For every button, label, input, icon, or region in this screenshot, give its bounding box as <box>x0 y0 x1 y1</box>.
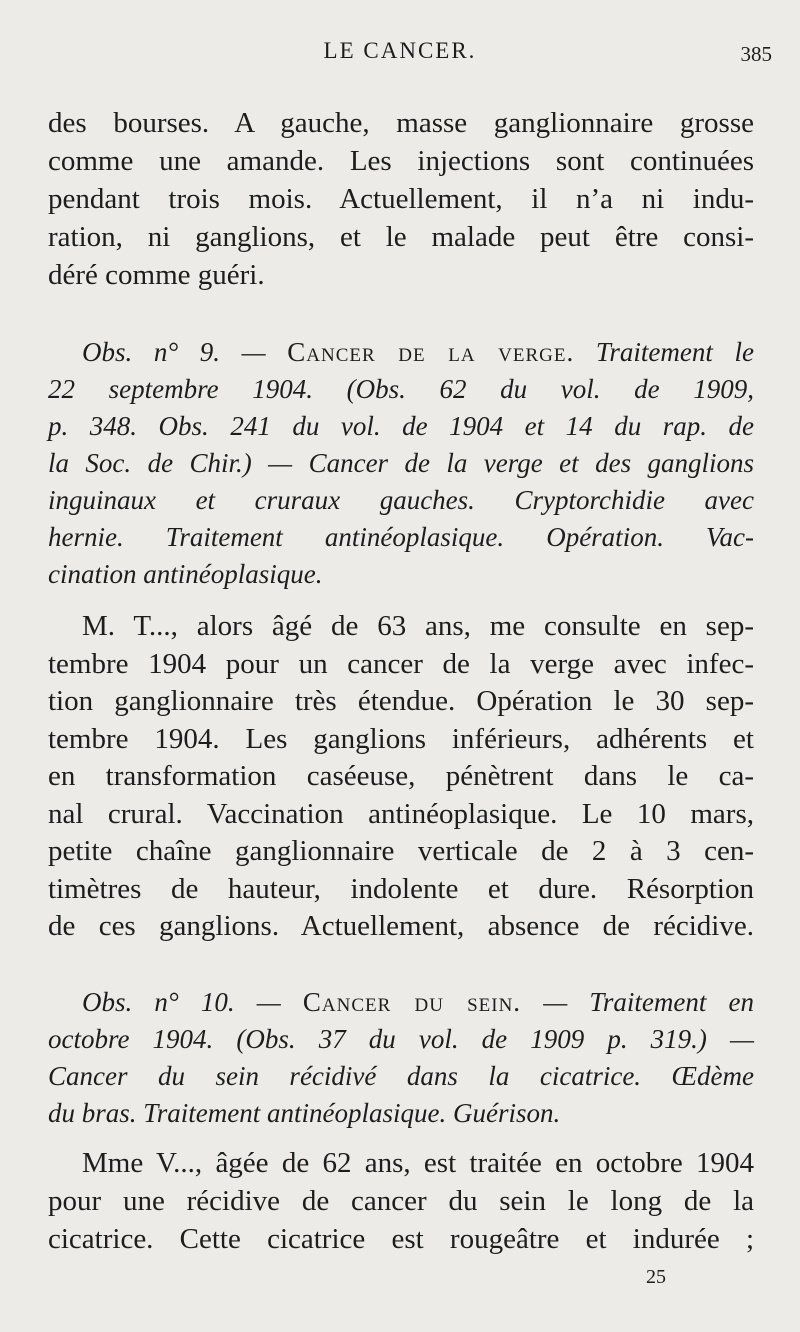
obs-heading-first-line <box>48 984 754 1021</box>
text-line: en transformation caséeuse, pénètrent dans le ca- <box>48 760 754 792</box>
text-line: p. 348. Obs. 241 du vol. de 1904 et 14 du rap. de <box>48 411 754 441</box>
text-line: hernie. Traitement antinéoplasique. Opération. Vac- <box>48 522 754 552</box>
paragraph-continuation <box>48 104 754 294</box>
text-line: tion ganglionnaire très étendue. Opération le 30 sep- <box>48 685 754 717</box>
text-line: petite chaîne ganglionnaire verticale de 2 à 3 cen- <box>48 835 754 867</box>
page-number: 385 <box>740 42 772 66</box>
obs-heading-first-line <box>48 334 754 371</box>
text-line: 22 septembre 1904. (Obs. 62 du vol. de 1909, <box>48 374 754 404</box>
text-line: cination antinéoplasique. <box>48 559 323 589</box>
obs-subject: Cancer de la verge. <box>287 337 575 367</box>
text-line: Cancer du sein récidivé dans la cicatrice. Œdème <box>48 1061 754 1091</box>
text-line: ration, ni ganglions, et le malade peut être consi- <box>48 221 754 253</box>
text-line: cicatrice. Cette cicatrice est rougeâtre et indurée ; <box>48 1223 754 1255</box>
paragraph-obs-10 <box>48 1144 754 1258</box>
text-line: pour une récidive de cancer du sein le long de la <box>48 1185 754 1217</box>
observation-9-heading <box>48 334 754 593</box>
observation-10-heading <box>48 984 754 1132</box>
text-line: Mme V..., âgée de 62 ans, est traitée en octobre 1904 <box>82 1147 754 1179</box>
text-line: comme une amande. Les injections sont continuées <box>48 145 754 177</box>
obs-subject: Cancer du sein. <box>302 987 522 1017</box>
obs-number: Obs. n° 10. — <box>82 987 303 1017</box>
text-line: M. T..., alors âgé de 63 ans, me consulte en sep- <box>82 610 754 642</box>
text-line: pendant trois mois. Actuellement, il n’a ni indu- <box>48 183 754 215</box>
text-line: de ces ganglions. Actuellement, absence de récidive. <box>48 910 754 942</box>
text-line: des bourses. A gauche, masse ganglionnaire grosse <box>48 107 754 139</box>
text-line: tembre 1904. Les ganglions inférieurs, adhérents et <box>48 722 754 755</box>
printer-signature: 25 <box>646 1266 666 1288</box>
text-line: octobre 1904. (Obs. 37 du vol. de 1909 p. 319.) — <box>48 1024 754 1054</box>
text-line: la Soc. de Chir.) — Cancer de la verge et des ganglions <box>48 448 754 478</box>
paragraph-obs-9 <box>48 608 754 946</box>
running-title: LE CANCER. <box>323 38 477 63</box>
obs-number: Obs. n° 9. — <box>82 337 288 367</box>
obs-treatment: Traitement le <box>574 337 754 367</box>
text-line: du bras. Traitement antinéoplasique. Guérison. <box>48 1098 561 1128</box>
text-line: timètres de hauteur, indolente et dure. Résorption <box>48 872 754 905</box>
text-line: déré comme guéri. <box>48 259 265 291</box>
obs-treatment: — Traitement en <box>521 987 754 1017</box>
text-line: nal crural. Vaccination antinéoplasique. Le 10 mars, <box>48 797 754 830</box>
text-line: tembre 1904 pour un cancer de la verge avec infec- <box>48 647 754 680</box>
text-line: inguinaux et cruraux gauches. Cryptorchidie avec <box>48 485 754 515</box>
